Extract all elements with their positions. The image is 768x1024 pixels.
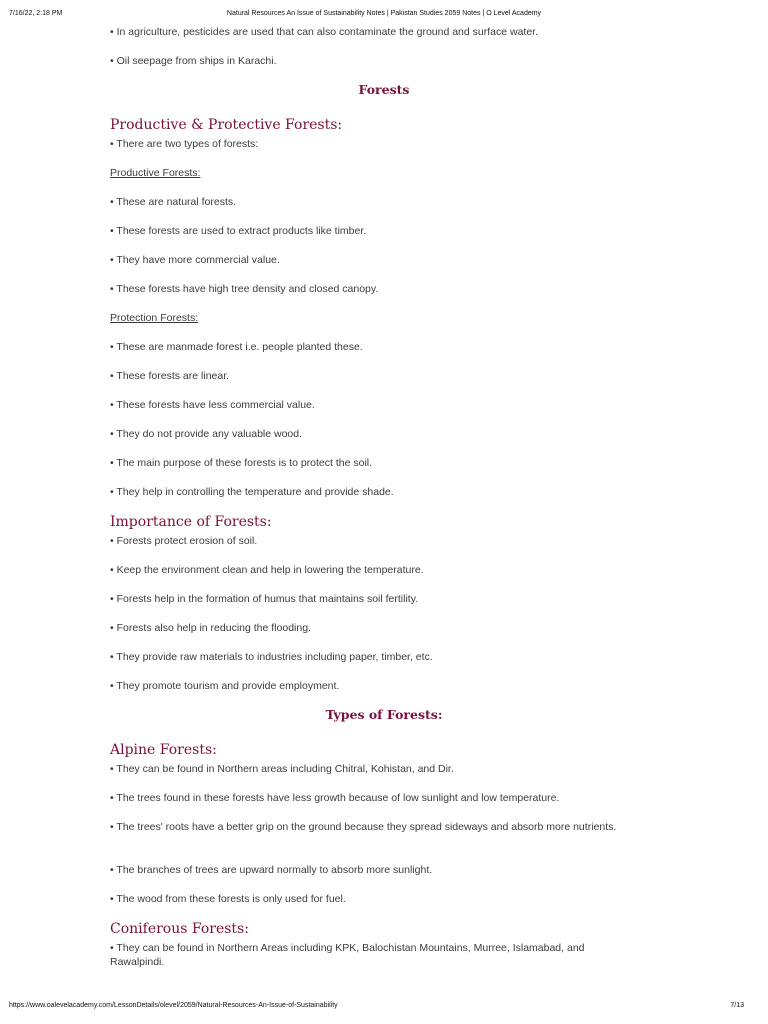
productive-bullet: • These are natural forests. [110, 196, 237, 208]
print-page-number: 7/13 [730, 1002, 744, 1009]
print-page-title: Natural Resources An Issue of Sustainability Notes | Pakistan Studies 2059 Notes | O Level Academy [226, 10, 542, 17]
alpine-bullet: • They can be found in Northern areas including Chitral, Kohistan, and Dir. [110, 763, 454, 775]
importance-bullet: • Forests also help in reducing the flooding. [110, 622, 311, 634]
protection-bullet: • These forests have less commercial value. [110, 399, 315, 411]
importance-bullet: • They provide raw materials to industries including paper, timber, etc. [110, 651, 433, 663]
intro-bullet: • In agriculture, pesticides are used that can also contaminate the ground and surface water. [110, 26, 539, 38]
alpine-bullet: • The branches of trees are upward normally to absorb more sunlight. [110, 864, 433, 876]
protection-bullet: • The main purpose of these forests is to protect the soil. [110, 457, 373, 469]
importance-heading: Importance of Forests: [110, 514, 272, 530]
importance-bullet: • Forests protect erosion of soil. [110, 535, 258, 547]
importance-bullet: • Forests help in the formation of humus that maintains soil fertility. [110, 593, 419, 605]
alpine-bullet: • The wood from these forests is only used for fuel. [110, 893, 346, 905]
protection-bullet: • They do not provide any valuable wood. [110, 428, 303, 440]
productive-bullet: • They have more commercial value. [110, 254, 280, 266]
intro-bullet: • Oil seepage from ships in Karachi. [110, 55, 277, 67]
productive-bullet: • These forests have high tree density and closed canopy. [110, 283, 379, 295]
alpine-heading: Alpine Forests: [110, 742, 217, 758]
importance-bullet: • They promote tourism and provide employment. [110, 680, 340, 692]
productive-protective-heading: Productive & Protective Forests: [110, 117, 343, 133]
productive-bullet: • These forests are used to extract products like timber. [110, 225, 367, 237]
types-of-forests-heading: Types of Forests: [325, 707, 443, 722]
print-datetime: 7/16/22, 2:18 PM [9, 10, 63, 17]
forests-heading: Forests [358, 82, 410, 97]
print-page-url: https://www.oalevelacademy.com/LessonDetails/olevel/2059/Natural-Resources-An-Issue-of-Sustainability [9, 1002, 338, 1009]
importance-bullet: • Keep the environment clean and help in lowering the temperature. [110, 564, 424, 576]
alpine-bullet: • The trees found in these forests have less growth because of low sunlight and low temperature. [110, 792, 560, 804]
productive-forests-label: Productive Forests: [110, 167, 201, 179]
protection-bullet: • These forests are linear. [110, 370, 230, 382]
alpine-bullet: • The trees' roots have a better grip on the ground because they spread sideways and absorb more nutrients. [110, 821, 617, 833]
protection-bullet: • They help in controlling the temperature and provide shade. [110, 486, 394, 498]
protection-forests-label: Protection Forests: [110, 312, 199, 324]
forest-types-intro: • There are two types of forests: [110, 138, 259, 150]
coniferous-bullet: • They can be found in Northern Areas including KPK, Balochistan Mountains, Murree, Islamabad, and Rawalpindi. [110, 942, 585, 968]
protection-bullet: • These are manmade forest i.e. people planted these. [110, 341, 363, 353]
coniferous-heading: Coniferous Forests: [110, 921, 249, 937]
